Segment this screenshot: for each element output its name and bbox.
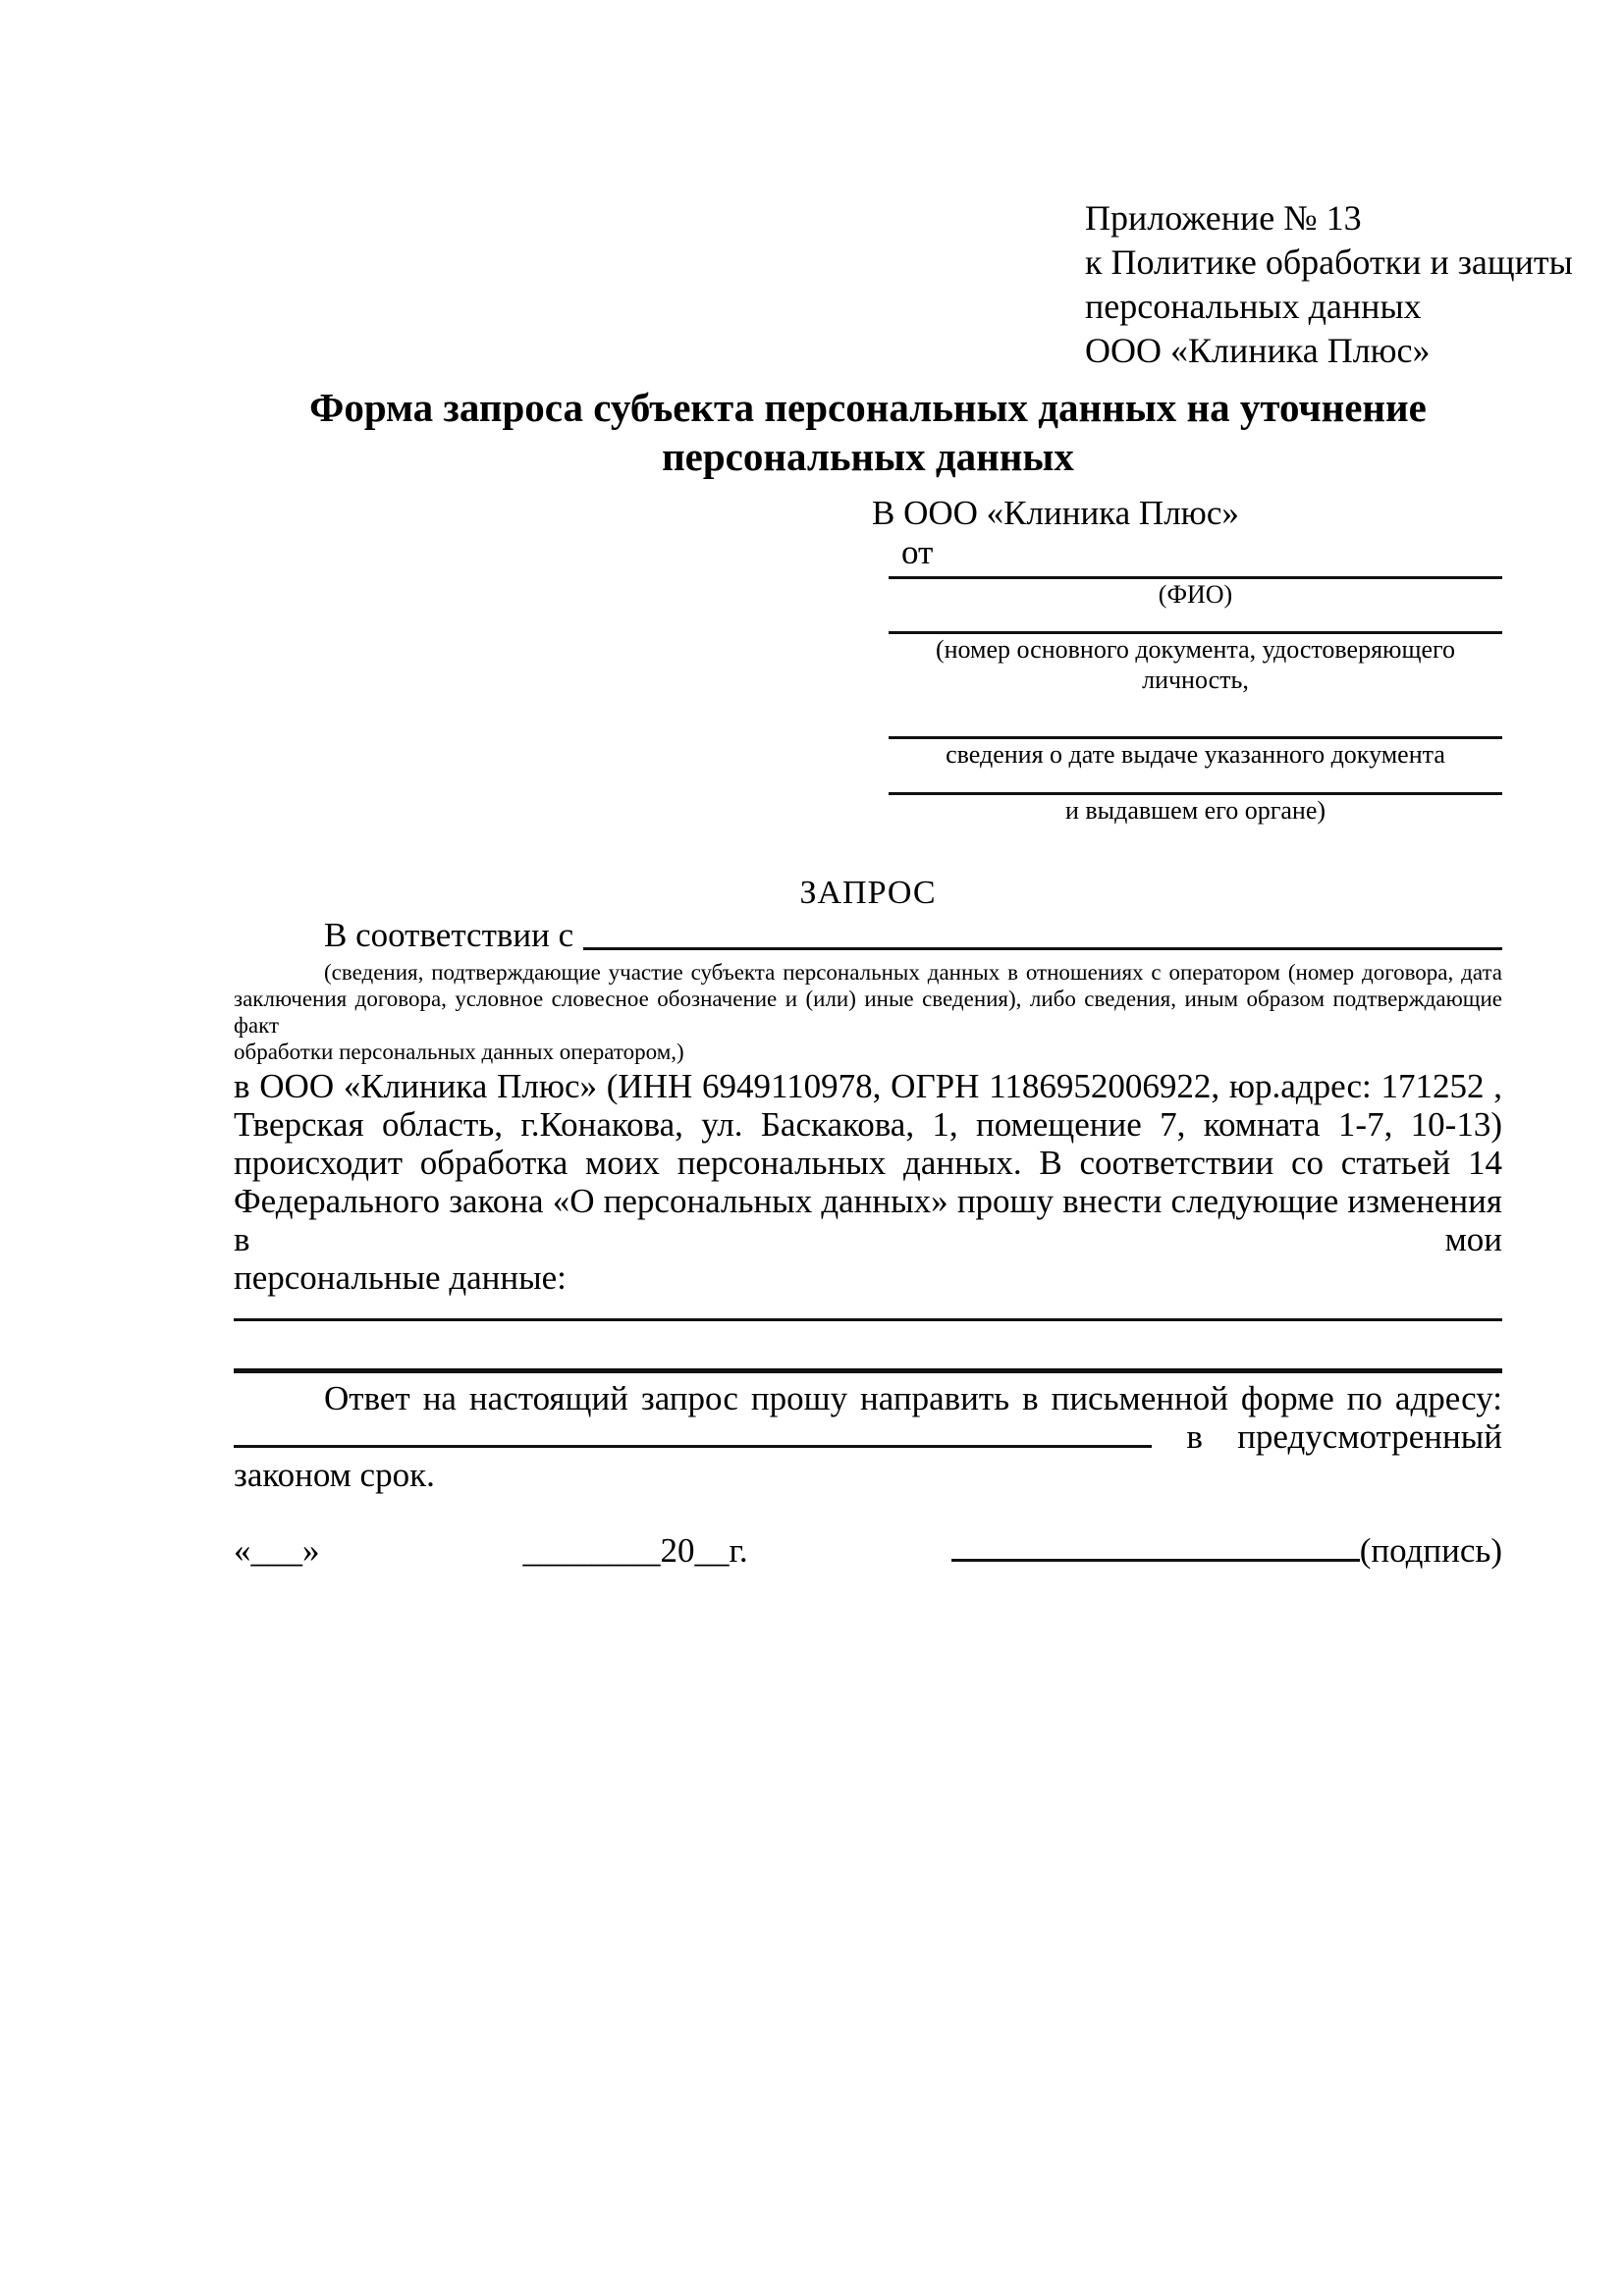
fine-print-line: обработки персональных данных оператором,) [234,1040,684,1064]
fine-print-line: (сведения, подтверждающие участие субъекта персональных данных в отношениях с оператором (номер договора, дата [324,960,1502,985]
reply-paragraph [234,1379,1502,1494]
reply-address-row [234,1417,1502,1456]
reply-address-fill-line [234,1417,1152,1448]
date-blank: «___» ________20__г. [234,1531,748,1570]
signature-row [234,1531,1502,1571]
signature-group [951,1531,1502,1570]
reply-line: Ответ на настоящий запрос прошу направить в письменной форме по адресу: [324,1379,1502,1417]
issuing-authority-caption: и выдавшем его органе) [1064,796,1326,825]
appendix-line: Приложение № 13 [1085,198,1362,238]
appendix-line: персональных данных [1085,287,1422,326]
appendix-block [1085,196,1573,373]
reply-word-stipulated: предусмотренный [1237,1417,1502,1456]
fine-print-block [234,959,1502,1065]
request-body-line: в ООО «Клиника Плюс» (ИНН 6949110978, ОГРН 1186952006922, юр.адрес: 171252 , [234,1067,1502,1105]
request-body [234,1067,1502,1297]
reply-word-in: в [1186,1417,1203,1456]
request-heading: ЗАПРОС [799,875,937,911]
accordance-fill-line [583,918,1502,950]
fio-caption: (ФИО) [1158,580,1233,609]
accordance-row [234,918,1502,953]
accordance-prefix: В соответствии с [324,916,574,954]
signature-caption: (подпись) [1359,1531,1502,1570]
request-body-line: происходит обработка моих персональных данных. В соответствии со статьей 14 [234,1144,1502,1182]
request-body-line: Федерального закона «О персональных данных» прошу внести следующие изменения в мои [234,1182,1502,1258]
addressee-organization: В ООО «Клиника Плюс» [872,494,1239,532]
fine-print-line: заключения договора, условное словесное обозначение и (или) иные сведения), либо сведения, иным образом подтверждающие факт [234,987,1502,1038]
addressee-from-label: от [901,533,934,571]
request-body-line: Тверская область, г.Конакова, ул. Баскакова, 1, помещение 7, комната 1-7, 10-13) [234,1105,1502,1144]
form-title: Форма запроса субъекта персональных данных на уточнение персональных данных [309,385,1427,479]
reply-tail: законом срок. [234,1456,435,1494]
appendix-line: к Политике обработки и защиты [1085,242,1573,282]
addressee-block [234,493,1502,826]
changes-fill-line-1 [234,1318,1502,1321]
signature-fill-line [951,1531,1360,1562]
issue-date-caption: сведения о дате выдаче указанного документа [946,740,1445,769]
changes-fill-line-2 [234,1368,1502,1373]
appendix-line: ООО «Клиника Плюс» [1085,331,1431,370]
request-body-line: персональные данные: [234,1258,567,1297]
doc-number-caption: (номер основного документа, удостоверяющего личность, [935,635,1456,694]
